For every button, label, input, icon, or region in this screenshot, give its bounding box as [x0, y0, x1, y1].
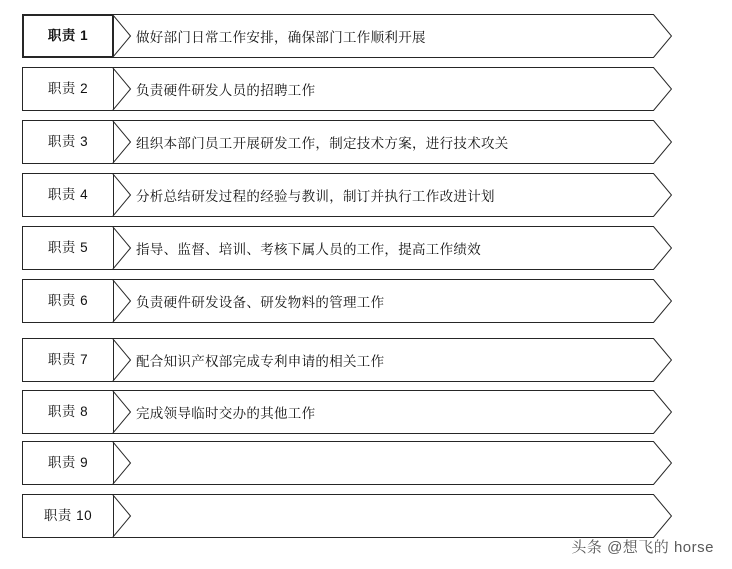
responsibility-text: 分析总结研发过程的经验与教训，制订并执行工作改进计划 [136, 189, 495, 204]
diagram-row [0, 14, 732, 58]
diagram-row [0, 338, 732, 382]
diagram-row [0, 279, 732, 323]
watermark: 头条 @想飞的 horse [571, 539, 714, 556]
responsibility-label-box [22, 226, 114, 270]
responsibility-chevron [112, 279, 672, 323]
diagram-row [0, 441, 732, 485]
responsibility-label-box [22, 279, 114, 323]
responsibility-chevron [112, 120, 672, 164]
diagram-row [0, 390, 732, 434]
responsibility-chevron [112, 173, 672, 217]
responsibility-text: 配合知识产权部完成专利申请的相关工作 [136, 354, 385, 369]
chevron-shape-icon [112, 494, 672, 538]
responsibility-label-box [22, 67, 114, 111]
responsibility-text: 指导、监督、培训、考核下属人员的工作，提高工作绩效 [136, 242, 481, 257]
responsibility-label: 职责 5 [47, 240, 89, 256]
responsibility-label: 职责 6 [47, 293, 89, 309]
diagram-row [0, 173, 732, 217]
responsibility-label: 职责 1 [47, 28, 89, 44]
responsibility-label-box [22, 14, 114, 58]
responsibility-label: 职责 2 [47, 81, 89, 97]
responsibility-text: 做好部门日常工作安排，确保部门工作顺利开展 [136, 30, 426, 45]
responsibility-chevron [112, 494, 672, 538]
responsibility-label: 职责 3 [47, 134, 89, 150]
chevron-shape-icon [112, 441, 672, 485]
responsibility-chevron [112, 441, 672, 485]
diagram-row [0, 494, 732, 538]
responsibility-label: 职责 10 [43, 508, 93, 524]
responsibility-label-box [22, 173, 114, 217]
diagram-row [0, 67, 732, 111]
diagram-row [0, 120, 732, 164]
responsibility-label: 职责 8 [47, 404, 89, 420]
responsibility-label-box [22, 441, 114, 485]
responsibility-label: 职责 7 [47, 352, 89, 368]
diagram-row [0, 226, 732, 270]
responsibility-chevron [112, 338, 672, 382]
responsibility-chevron [112, 14, 672, 58]
responsibility-text: 负责硬件研发人员的招聘工作 [136, 83, 316, 98]
responsibility-label-box [22, 494, 114, 538]
responsibility-label-box [22, 390, 114, 434]
responsibility-label-box [22, 120, 114, 164]
responsibility-text: 完成领导临时交办的其他工作 [136, 406, 316, 421]
responsibility-label: 职责 9 [47, 455, 89, 471]
responsibility-text: 组织本部门员工开展研发工作，制定技术方案，进行技术攻关 [136, 136, 509, 151]
responsibility-text: 负责硬件研发设备、研发物料的管理工作 [136, 295, 385, 310]
responsibility-chevron [112, 226, 672, 270]
responsibility-label-box [22, 338, 114, 382]
responsibility-chevron [112, 390, 672, 434]
responsibility-label: 职责 4 [47, 187, 89, 203]
responsibility-chevron [112, 67, 672, 111]
